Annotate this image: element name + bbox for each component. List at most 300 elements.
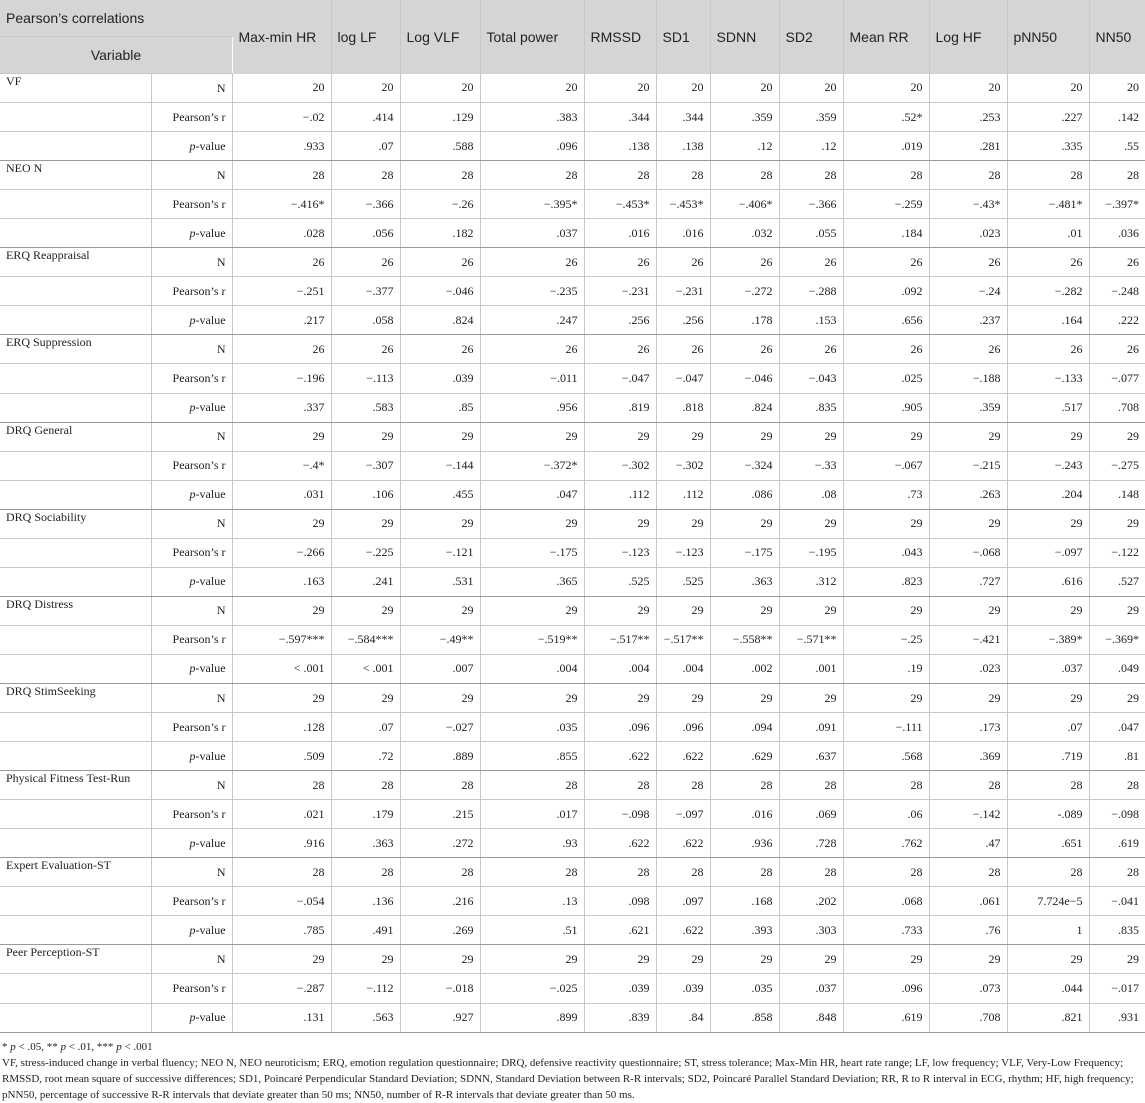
table-cell: .855 bbox=[480, 742, 584, 771]
row-statistic: p-value bbox=[151, 480, 232, 509]
table-cell: .927 bbox=[400, 1003, 480, 1032]
table-cell: −.046 bbox=[710, 364, 779, 393]
table-cell: .017 bbox=[480, 800, 584, 829]
table-cell: .583 bbox=[331, 393, 400, 422]
table-cell: 29 bbox=[331, 422, 400, 451]
table-cell: 20 bbox=[331, 74, 400, 103]
table-cell: −.453* bbox=[656, 190, 710, 219]
table-cell: .007 bbox=[400, 654, 480, 683]
table-cell: 20 bbox=[929, 74, 1007, 103]
table-cell: −.4* bbox=[232, 451, 331, 480]
table-row bbox=[0, 248, 1145, 277]
table-cell: 26 bbox=[929, 248, 1007, 277]
table-cell: 20 bbox=[232, 74, 331, 103]
table-cell: 26 bbox=[1007, 335, 1089, 364]
table-cell: −.369* bbox=[1089, 625, 1145, 654]
table-cell: 28 bbox=[400, 161, 480, 190]
significance-note: * p < .05, ** p < .01, *** p < .001 bbox=[2, 1040, 153, 1053]
table-cell: .096 bbox=[843, 974, 929, 1003]
row-variable: DRQ Distress bbox=[0, 596, 151, 625]
table-cell: −.287 bbox=[232, 974, 331, 1003]
table-cell: .344 bbox=[584, 103, 656, 132]
table-cell: .359 bbox=[779, 103, 843, 132]
table-cell: .55 bbox=[1089, 132, 1145, 161]
table-cell: .222 bbox=[1089, 306, 1145, 335]
table-cell: 29 bbox=[331, 683, 400, 712]
column-header: Total power bbox=[480, 0, 584, 74]
table-cell: 29 bbox=[331, 945, 400, 974]
table-cell: 29 bbox=[710, 422, 779, 451]
table-cell: −.377 bbox=[331, 277, 400, 306]
row-variable bbox=[0, 132, 151, 161]
row-statistic: Pearson’s r bbox=[151, 451, 232, 480]
table-cell: .168 bbox=[710, 887, 779, 916]
table-cell: .002 bbox=[710, 654, 779, 683]
table-cell: .163 bbox=[232, 567, 331, 596]
table-cell: 28 bbox=[480, 858, 584, 887]
table-cell: .138 bbox=[584, 132, 656, 161]
table-cell: .19 bbox=[843, 654, 929, 683]
table-cell: −.047 bbox=[584, 364, 656, 393]
table-cell: 29 bbox=[480, 422, 584, 451]
table-cell: .491 bbox=[331, 916, 400, 945]
table-cell: 29 bbox=[232, 683, 331, 712]
table-row bbox=[0, 742, 1145, 771]
row-statistic: p-value bbox=[151, 567, 232, 596]
row-variable: DRQ Sociability bbox=[0, 509, 151, 538]
table-row bbox=[0, 509, 1145, 538]
row-statistic: Pearson’s r bbox=[151, 538, 232, 567]
table-cell: .525 bbox=[656, 567, 710, 596]
table-cell: 26 bbox=[1089, 335, 1145, 364]
row-variable: Peer Perception-ST bbox=[0, 945, 151, 974]
table-cell: −.481* bbox=[1007, 190, 1089, 219]
table-cell: .043 bbox=[843, 538, 929, 567]
table-cell: .037 bbox=[1007, 654, 1089, 683]
row-variable bbox=[0, 887, 151, 916]
table-cell: 20 bbox=[843, 74, 929, 103]
table-cell: 29 bbox=[400, 945, 480, 974]
table-cell: 29 bbox=[1089, 945, 1145, 974]
table-cell: 28 bbox=[929, 771, 1007, 800]
table-cell: .727 bbox=[929, 567, 1007, 596]
table-cell: 29 bbox=[1089, 509, 1145, 538]
table-cell: .281 bbox=[929, 132, 1007, 161]
table-cell: .138 bbox=[656, 132, 710, 161]
table-cell: 29 bbox=[400, 509, 480, 538]
table-cell: .112 bbox=[584, 480, 656, 509]
table-cell: 26 bbox=[331, 335, 400, 364]
table-cell: .936 bbox=[710, 829, 779, 858]
table-row bbox=[0, 393, 1145, 422]
table-row bbox=[0, 567, 1145, 596]
table-cell: .096 bbox=[656, 713, 710, 742]
table-cell: −.372* bbox=[480, 451, 584, 480]
table-cell: 28 bbox=[710, 161, 779, 190]
table-cell: .07 bbox=[331, 713, 400, 742]
table-cell: .004 bbox=[480, 654, 584, 683]
table-cell: .656 bbox=[843, 306, 929, 335]
table-cell: −.175 bbox=[480, 538, 584, 567]
table-cell: −.235 bbox=[480, 277, 584, 306]
table-cell: .824 bbox=[710, 393, 779, 422]
table-cell: 28 bbox=[843, 771, 929, 800]
table-cell: 29 bbox=[400, 422, 480, 451]
table-cell: −.558** bbox=[710, 625, 779, 654]
table-cell: -.089 bbox=[1007, 800, 1089, 829]
table-cell: −.43* bbox=[929, 190, 1007, 219]
table-cell: .129 bbox=[400, 103, 480, 132]
table-cell: .525 bbox=[584, 567, 656, 596]
table-cell: .621 bbox=[584, 916, 656, 945]
table-row bbox=[0, 916, 1145, 945]
table-cell: 28 bbox=[656, 771, 710, 800]
table-footnotes bbox=[0, 1033, 1145, 1103]
table-cell: −.243 bbox=[1007, 451, 1089, 480]
table-cell: 29 bbox=[779, 509, 843, 538]
table-cell: 29 bbox=[584, 945, 656, 974]
table-cell: .858 bbox=[710, 1003, 779, 1032]
table-cell: 29 bbox=[584, 422, 656, 451]
table-row bbox=[0, 829, 1145, 858]
table-cell: 28 bbox=[710, 858, 779, 887]
table-cell: .905 bbox=[843, 393, 929, 422]
table-cell: −.231 bbox=[656, 277, 710, 306]
table-cell: .049 bbox=[1089, 654, 1145, 683]
table-cell: .047 bbox=[480, 480, 584, 509]
table-cell: −.196 bbox=[232, 364, 331, 393]
table-cell: 28 bbox=[584, 771, 656, 800]
table-cell: 28 bbox=[710, 771, 779, 800]
table-row bbox=[0, 190, 1145, 219]
table-cell: −.046 bbox=[400, 277, 480, 306]
row-variable bbox=[0, 1003, 151, 1032]
table-cell: .312 bbox=[779, 567, 843, 596]
table-cell: −.02 bbox=[232, 103, 331, 132]
table-cell: 26 bbox=[584, 248, 656, 277]
table-cell: .025 bbox=[843, 364, 929, 393]
table-cell: .128 bbox=[232, 713, 331, 742]
table-cell: .06 bbox=[843, 800, 929, 829]
table-cell: .359 bbox=[710, 103, 779, 132]
table-cell: −.251 bbox=[232, 277, 331, 306]
table-cell: 28 bbox=[331, 161, 400, 190]
table-cell: 28 bbox=[400, 771, 480, 800]
table-cell: 29 bbox=[656, 422, 710, 451]
table-row bbox=[0, 335, 1145, 364]
table-cell: .091 bbox=[779, 713, 843, 742]
table-cell: .363 bbox=[710, 567, 779, 596]
table-cell: .016 bbox=[656, 219, 710, 248]
table-cell: .028 bbox=[232, 219, 331, 248]
table-cell: −.231 bbox=[584, 277, 656, 306]
table-cell: 28 bbox=[1089, 161, 1145, 190]
table-cell: 29 bbox=[232, 945, 331, 974]
table-cell: 1 bbox=[1007, 916, 1089, 945]
table-cell: .058 bbox=[331, 306, 400, 335]
table-cell: −.406* bbox=[710, 190, 779, 219]
table-cell: −.054 bbox=[232, 887, 331, 916]
table-cell: .001 bbox=[779, 654, 843, 683]
table-cell: .092 bbox=[843, 277, 929, 306]
table-cell: −.517** bbox=[656, 625, 710, 654]
table-cell: −.188 bbox=[929, 364, 1007, 393]
row-variable bbox=[0, 713, 151, 742]
table-cell: 28 bbox=[1089, 771, 1145, 800]
table-cell: .237 bbox=[929, 306, 1007, 335]
table-cell: 28 bbox=[480, 161, 584, 190]
table-row bbox=[0, 771, 1145, 800]
table-cell: 28 bbox=[232, 858, 331, 887]
row-statistic: N bbox=[151, 335, 232, 364]
table-cell: .81 bbox=[1089, 742, 1145, 771]
table-cell: 29 bbox=[232, 422, 331, 451]
table-cell: .016 bbox=[584, 219, 656, 248]
table-cell: .819 bbox=[584, 393, 656, 422]
table-cell: −.123 bbox=[584, 538, 656, 567]
table-cell: 29 bbox=[232, 596, 331, 625]
table-cell: .032 bbox=[710, 219, 779, 248]
table-cell: .173 bbox=[929, 713, 1007, 742]
table-cell: 28 bbox=[480, 771, 584, 800]
table-cell: .12 bbox=[779, 132, 843, 161]
column-header: Log VLF bbox=[400, 0, 480, 74]
row-statistic: N bbox=[151, 858, 232, 887]
row-variable: DRQ General bbox=[0, 422, 151, 451]
table-cell: 29 bbox=[584, 509, 656, 538]
table-cell: −.324 bbox=[710, 451, 779, 480]
table-cell: .84 bbox=[656, 1003, 710, 1032]
table-cell: −.397* bbox=[1089, 190, 1145, 219]
table-cell: .359 bbox=[929, 393, 1007, 422]
table-cell: 28 bbox=[1007, 771, 1089, 800]
table-cell: .344 bbox=[656, 103, 710, 132]
table-cell: 29 bbox=[1089, 683, 1145, 712]
table-cell: .098 bbox=[584, 887, 656, 916]
table-cell: −.26 bbox=[400, 190, 480, 219]
table-cell: 29 bbox=[480, 683, 584, 712]
row-variable: ERQ Suppression bbox=[0, 335, 151, 364]
table-cell: −.113 bbox=[331, 364, 400, 393]
table-cell: .269 bbox=[400, 916, 480, 945]
table-cell: .383 bbox=[480, 103, 584, 132]
table-cell: .51 bbox=[480, 916, 584, 945]
row-statistic: Pearson’s r bbox=[151, 190, 232, 219]
table-cell: .563 bbox=[331, 1003, 400, 1032]
table-cell: 26 bbox=[779, 248, 843, 277]
table-cell: .136 bbox=[331, 887, 400, 916]
row-statistic: N bbox=[151, 771, 232, 800]
table-cell: −.24 bbox=[929, 277, 1007, 306]
table-cell: .933 bbox=[232, 132, 331, 161]
table-cell: .365 bbox=[480, 567, 584, 596]
table-cell: 29 bbox=[710, 683, 779, 712]
table-cell: .414 bbox=[331, 103, 400, 132]
table-cell: .216 bbox=[400, 887, 480, 916]
table-cell: 29 bbox=[480, 945, 584, 974]
table-cell: 29 bbox=[656, 945, 710, 974]
table-cell: −.248 bbox=[1089, 277, 1145, 306]
table-cell: 28 bbox=[779, 771, 843, 800]
table-cell: .616 bbox=[1007, 567, 1089, 596]
table-cell: −.33 bbox=[779, 451, 843, 480]
table-cell: 29 bbox=[1007, 422, 1089, 451]
row-statistic: Pearson’s r bbox=[151, 277, 232, 306]
column-header: log LF bbox=[331, 0, 400, 74]
table-cell: .061 bbox=[929, 887, 1007, 916]
table-cell: 20 bbox=[480, 74, 584, 103]
table-cell: 26 bbox=[779, 335, 843, 364]
row-variable: VF bbox=[0, 74, 151, 103]
table-cell: 26 bbox=[232, 248, 331, 277]
table-cell: .039 bbox=[656, 974, 710, 1003]
row-variable: NEO N bbox=[0, 161, 151, 190]
row-statistic: Pearson’s r bbox=[151, 625, 232, 654]
table-cell: 28 bbox=[929, 858, 1007, 887]
table-cell: .719 bbox=[1007, 742, 1089, 771]
table-cell: 29 bbox=[1007, 683, 1089, 712]
table-cell: −.077 bbox=[1089, 364, 1145, 393]
table-cell: .07 bbox=[331, 132, 400, 161]
row-variable bbox=[0, 538, 151, 567]
table-cell: < .001 bbox=[232, 654, 331, 683]
table-cell: .023 bbox=[929, 654, 1007, 683]
table-cell: .509 bbox=[232, 742, 331, 771]
table-cell: 29 bbox=[779, 683, 843, 712]
column-header: SD1 bbox=[656, 0, 710, 74]
table-cell: 26 bbox=[331, 248, 400, 277]
table-cell: .164 bbox=[1007, 306, 1089, 335]
table-cell: 29 bbox=[480, 509, 584, 538]
table-cell: −.133 bbox=[1007, 364, 1089, 393]
table-cell: −.027 bbox=[400, 713, 480, 742]
table-cell: .785 bbox=[232, 916, 331, 945]
table-cell: 28 bbox=[1089, 858, 1145, 887]
table-cell: 29 bbox=[929, 422, 1007, 451]
row-statistic: p-value bbox=[151, 393, 232, 422]
table-cell: 28 bbox=[656, 161, 710, 190]
table-cell: .241 bbox=[331, 567, 400, 596]
table-row bbox=[0, 625, 1145, 654]
column-header: SD2 bbox=[779, 0, 843, 74]
table-cell: .728 bbox=[779, 829, 843, 858]
table-cell: .055 bbox=[779, 219, 843, 248]
table-cell: −.389* bbox=[1007, 625, 1089, 654]
table-cell: 28 bbox=[400, 858, 480, 887]
table-cell: −.366 bbox=[331, 190, 400, 219]
table-cell: −.288 bbox=[779, 277, 843, 306]
row-variable: DRQ StimSeeking bbox=[0, 683, 151, 712]
table-cell: 29 bbox=[843, 683, 929, 712]
table-cell: 29 bbox=[929, 945, 1007, 974]
row-variable bbox=[0, 916, 151, 945]
table-cell: .363 bbox=[331, 829, 400, 858]
table-cell: −.282 bbox=[1007, 277, 1089, 306]
table-cell: 29 bbox=[710, 596, 779, 625]
table-cell: −.123 bbox=[656, 538, 710, 567]
table-cell: .019 bbox=[843, 132, 929, 161]
table-cell: .016 bbox=[710, 800, 779, 829]
table-row bbox=[0, 422, 1145, 451]
table-cell: .839 bbox=[584, 1003, 656, 1032]
table-cell: 26 bbox=[656, 335, 710, 364]
table-cell: .217 bbox=[232, 306, 331, 335]
row-variable: ERQ Reappraisal bbox=[0, 248, 151, 277]
row-statistic: N bbox=[151, 596, 232, 625]
table-row bbox=[0, 451, 1145, 480]
table-cell: −.097 bbox=[1007, 538, 1089, 567]
row-variable bbox=[0, 306, 151, 335]
table-cell: .256 bbox=[584, 306, 656, 335]
table-row bbox=[0, 800, 1145, 829]
table-cell: 29 bbox=[710, 945, 779, 974]
table-cell: 29 bbox=[779, 945, 843, 974]
table-cell: .094 bbox=[710, 713, 779, 742]
table-cell: 20 bbox=[710, 74, 779, 103]
row-variable bbox=[0, 277, 151, 306]
table-cell: .178 bbox=[710, 306, 779, 335]
row-variable bbox=[0, 451, 151, 480]
table-row bbox=[0, 713, 1145, 742]
table-cell: .303 bbox=[779, 916, 843, 945]
table-cell: .08 bbox=[779, 480, 843, 509]
row-variable bbox=[0, 364, 151, 393]
row-statistic: N bbox=[151, 248, 232, 277]
row-variable: Physical Fitness Test-Run bbox=[0, 771, 151, 800]
table-cell: .073 bbox=[929, 974, 1007, 1003]
table-cell: .047 bbox=[1089, 713, 1145, 742]
table-cell: −.025 bbox=[480, 974, 584, 1003]
table-cell: −.112 bbox=[331, 974, 400, 1003]
row-statistic: Pearson’s r bbox=[151, 103, 232, 132]
table-cell: .035 bbox=[710, 974, 779, 1003]
table-cell: .72 bbox=[331, 742, 400, 771]
table-cell: .916 bbox=[232, 829, 331, 858]
table-cell: 26 bbox=[1089, 248, 1145, 277]
table-cell: 29 bbox=[1089, 422, 1145, 451]
table-row bbox=[0, 654, 1145, 683]
table-cell: 20 bbox=[584, 74, 656, 103]
column-header: pNN50 bbox=[1007, 0, 1089, 74]
table-row bbox=[0, 858, 1145, 887]
table-cell: 29 bbox=[843, 596, 929, 625]
row-statistic: Pearson’s r bbox=[151, 713, 232, 742]
table-cell: .337 bbox=[232, 393, 331, 422]
table-cell: −.175 bbox=[710, 538, 779, 567]
table-cell: 29 bbox=[843, 422, 929, 451]
table-cell: .096 bbox=[584, 713, 656, 742]
table-cell: 26 bbox=[656, 248, 710, 277]
row-variable bbox=[0, 393, 151, 422]
table-cell: 29 bbox=[400, 683, 480, 712]
row-statistic: p-value bbox=[151, 132, 232, 161]
table-cell: .004 bbox=[584, 654, 656, 683]
table-cell: 26 bbox=[843, 248, 929, 277]
table-cell: .039 bbox=[400, 364, 480, 393]
row-statistic: N bbox=[151, 945, 232, 974]
table-cell: 26 bbox=[400, 335, 480, 364]
table-cell: .818 bbox=[656, 393, 710, 422]
table-cell: .227 bbox=[1007, 103, 1089, 132]
table-row bbox=[0, 974, 1145, 1003]
table-cell: 28 bbox=[779, 858, 843, 887]
table-cell: −.49** bbox=[400, 625, 480, 654]
table-cell: −.272 bbox=[710, 277, 779, 306]
row-variable bbox=[0, 480, 151, 509]
table-cell: −.195 bbox=[779, 538, 843, 567]
table-title: Pearson’s correlations bbox=[0, 0, 232, 37]
table-cell: .823 bbox=[843, 567, 929, 596]
